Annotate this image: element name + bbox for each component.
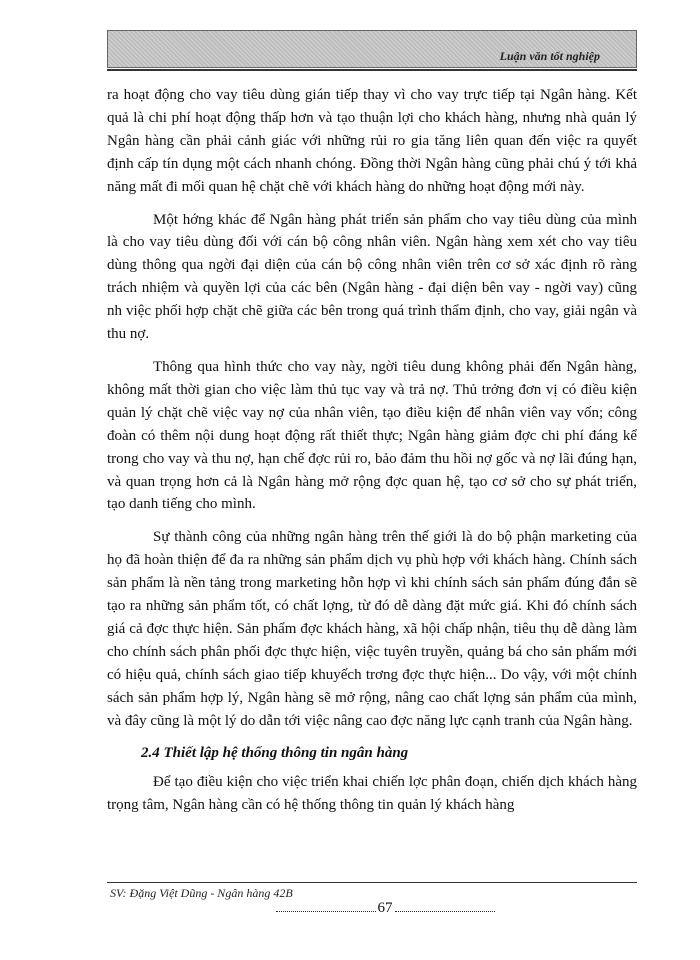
footer-author: SV: Đặng Việt Dũng - Ngân hàng 42B xyxy=(110,886,293,900)
header-divider xyxy=(107,69,637,71)
paragraph-4: Sự thành công của những ngân hàng trên thế giới là do bộ phận marketing của họ đã hoàn thiện để đa ra những sản phẩm dịch vụ phù hợp với khách hàng. Chính sách sản phẩm là nền tảng trong marketing hỗn hợp vì khi chính sách sản phẩm đúng đắn sẽ tạo ra những sản phẩm tốt, có chất lợng, từ đó dễ dàng đặt mức giá. Khi đó chính sách giá cả đợc thực hiện. Sản phẩm đợc khách hàng, xã hội chấp nhận, tiêu thụ dễ dàng làm cho chính sách phân phối đợc thực hiện, việc tuyên truyền, quảng bá cho sản phẩm mới có hiệu quả, chính sách giao tiếp khuyếch trơng đợc thực hiện... Do vậy, với một chính sách sản phẩm hợp lý, Ngân hàng sẽ mở rộng, nâng cao chất lợng sản phẩm của mình, và đây cũng là một lý do dẫn tới việc nâng cao đợc năng lực cạnh tranh của Ngân hàng. xyxy=(107,529,637,729)
section-heading: 2.4 Thiết lập hệ thống thông tin ngân hàng xyxy=(141,745,409,762)
paragraph-1: ra hoạt động cho vay tiêu dùng gián tiếp thay vì cho vay trực tiếp tại Ngân hàng. Kết quả là chi phí hoạt động thấp hơn và tạo thuận lợi cho khách hàng, nhưng nhà quản lý Ngân hàng cần phải cảnh giác với những rủi ro gia tăng liên quan đến việc ra quyết định cấp tín dụng một cách nhanh chóng. Đồng thời Ngân hàng cũng phải chú ý tới khả năng mất đi mối quan hệ chặt chẽ với khách hàng do những hoạt động mới này. xyxy=(107,87,637,195)
paragraph-2: Một hớng khác để Ngân hàng phát triển sản phẩm cho vay tiêu dùng của mình là cho vay tiêu dùng đối với cán bộ công nhân viên. Ngân hàng xem xét cho vay tiêu dùng thông qua ngời đại diện của cán bộ công nhân viên trên cơ sở xác định rõ ràng trách nhiệm và quyền lợi của các bên (Ngân hàng - đại diện bên vay - ngời vay) cũng nh việc phối hợp chặt chẽ giữa các bên trong quá trình thẩm định, cho vay, giải ngân và thu nợ. xyxy=(107,211,637,343)
paragraph-5: Để tạo điều kiện cho việc triển khai chiến lợc phân đoạn, chiến dịch khách hàng trọng tâm, Ngân hàng cần có hệ thống thông tin quản lý khách hàng xyxy=(107,774,637,814)
header-banner xyxy=(107,30,637,68)
dotted-leader-left xyxy=(276,901,376,912)
dotted-leader-right xyxy=(395,901,495,912)
header-title: Luận văn tốt nghiệp xyxy=(499,49,600,63)
footer-divider xyxy=(107,882,637,883)
page-number-line xyxy=(250,900,520,917)
paragraph-3: Thông qua hình thức cho vay này, ngời tiêu dung không phải đến Ngân hàng, không mất thời gian cho việc làm thủ tục vay và trả nợ. Thủ trởng đơn vị có điều kiện quản lý chặt chẽ việc vay nợ của nhân viên, tạo điều kiện để nhân viên vay vốn; công đoàn có thêm nội dung hoạt động rất thiết thực; Ngân hàng giảm đợc chi phí đáng kể trong cho vay và thu nợ, hạn chế đợc rủi ro, bảo đảm thu hồi nợ gốc và nợ lãi đúng hạn, và quan trọng hơn cả là Ngân hàng mở rộng đợc quan hệ, tạo cơ sở cho sự phát triển, tạo danh tiếng cho mình. xyxy=(107,358,637,513)
page-body xyxy=(107,84,637,817)
page-number: 67 xyxy=(377,900,393,916)
